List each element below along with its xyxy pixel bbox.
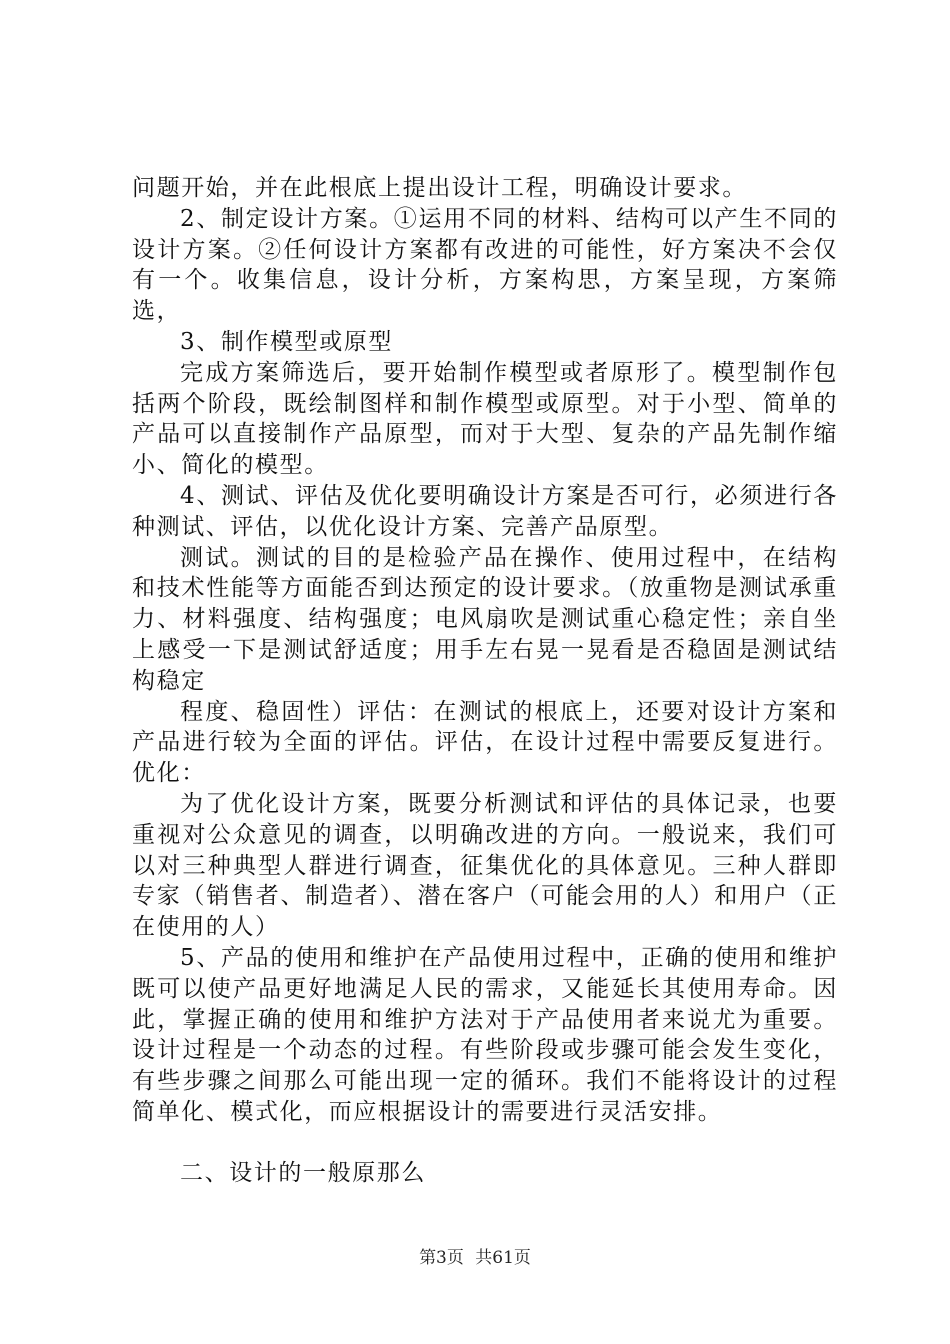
page-number: 第3页 <box>419 1248 464 1268</box>
paragraph-4: 完成方案筛选后，要开始制作模型或者原形了。模型制作包括两个阶段，既绘制图样和制作模型或原型。对于小型、简单的产品可以直接制作产品原型，而对于大型、复杂的产品先制作缩小、简化的模型。 <box>132 359 838 479</box>
paragraph-2: 2、制定设计方案。①运用不同的材料、结构可以产生不同的设计方案。②任何设计方案都有改进的可能性，好方案决不会仅有一个。收集信息，设计分析，方案构思，方案呈现，方案筛选， <box>132 205 838 325</box>
paragraph-3: 3、制作模型或原型 <box>180 328 394 355</box>
page-footer <box>0 1243 950 1268</box>
page-total: 共61页 <box>475 1248 531 1268</box>
document-body <box>132 173 838 1189</box>
paragraph-9: 5、产品的使用和维护在产品使用过程中，正确的使用和维护既可以使产品更好地满足人民的需求，又能延长其使用寿命。因此，掌握正确的使用和维护方法对于产品使用者来说尤为重要。设计过程是一个动态的过程。有些阶段或步骤可能会发生变化，有些步骤之间那么可能出现一定的循环。我们不能将设计的过程简单化、模式化，而应根据设计的需要进行灵活安排。 <box>132 944 838 1125</box>
paragraph-7: 程度、稳固性）评估：在测试的根底上，还要对设计方案和产品进行较为全面的评估。评估，在设计过程中需要反复进行。优化： <box>132 698 838 787</box>
paragraph-6: 测试。测试的目的是检验产品在操作、使用过程中，在结构和技术性能等方面能否到达预定的设计要求。（放重物是测试承重力、材料强度、结构强度；电风扇吹是测试重心稳定性；亲自坐上感受一下是测试舒适度；用手左右晃一晃看是否稳固是测试结构稳定 <box>132 544 838 694</box>
paragraph-5: 4、测试、评估及优化要明确设计方案是否可行，必须进行各种测试、评估，以优化设计方案、完善产品原型。 <box>132 482 838 540</box>
paragraph-1: 问题开始，并在此根底上提出设计工程，明确设计要求。 <box>132 175 747 201</box>
section-heading: 二、设计的一般原那么 <box>180 1159 426 1186</box>
paragraph-8: 为了优化设计方案，既要分析测试和评估的具体记录，也要重视对公众意见的调查，以明确改进的方向。一般说来，我们可以对三种典型人群进行调查，征集优化的具体意见。三种人群即专家（销售者、制造者）、潜在客户（可能会用的人）和用户（正在使用的人） <box>132 790 838 941</box>
